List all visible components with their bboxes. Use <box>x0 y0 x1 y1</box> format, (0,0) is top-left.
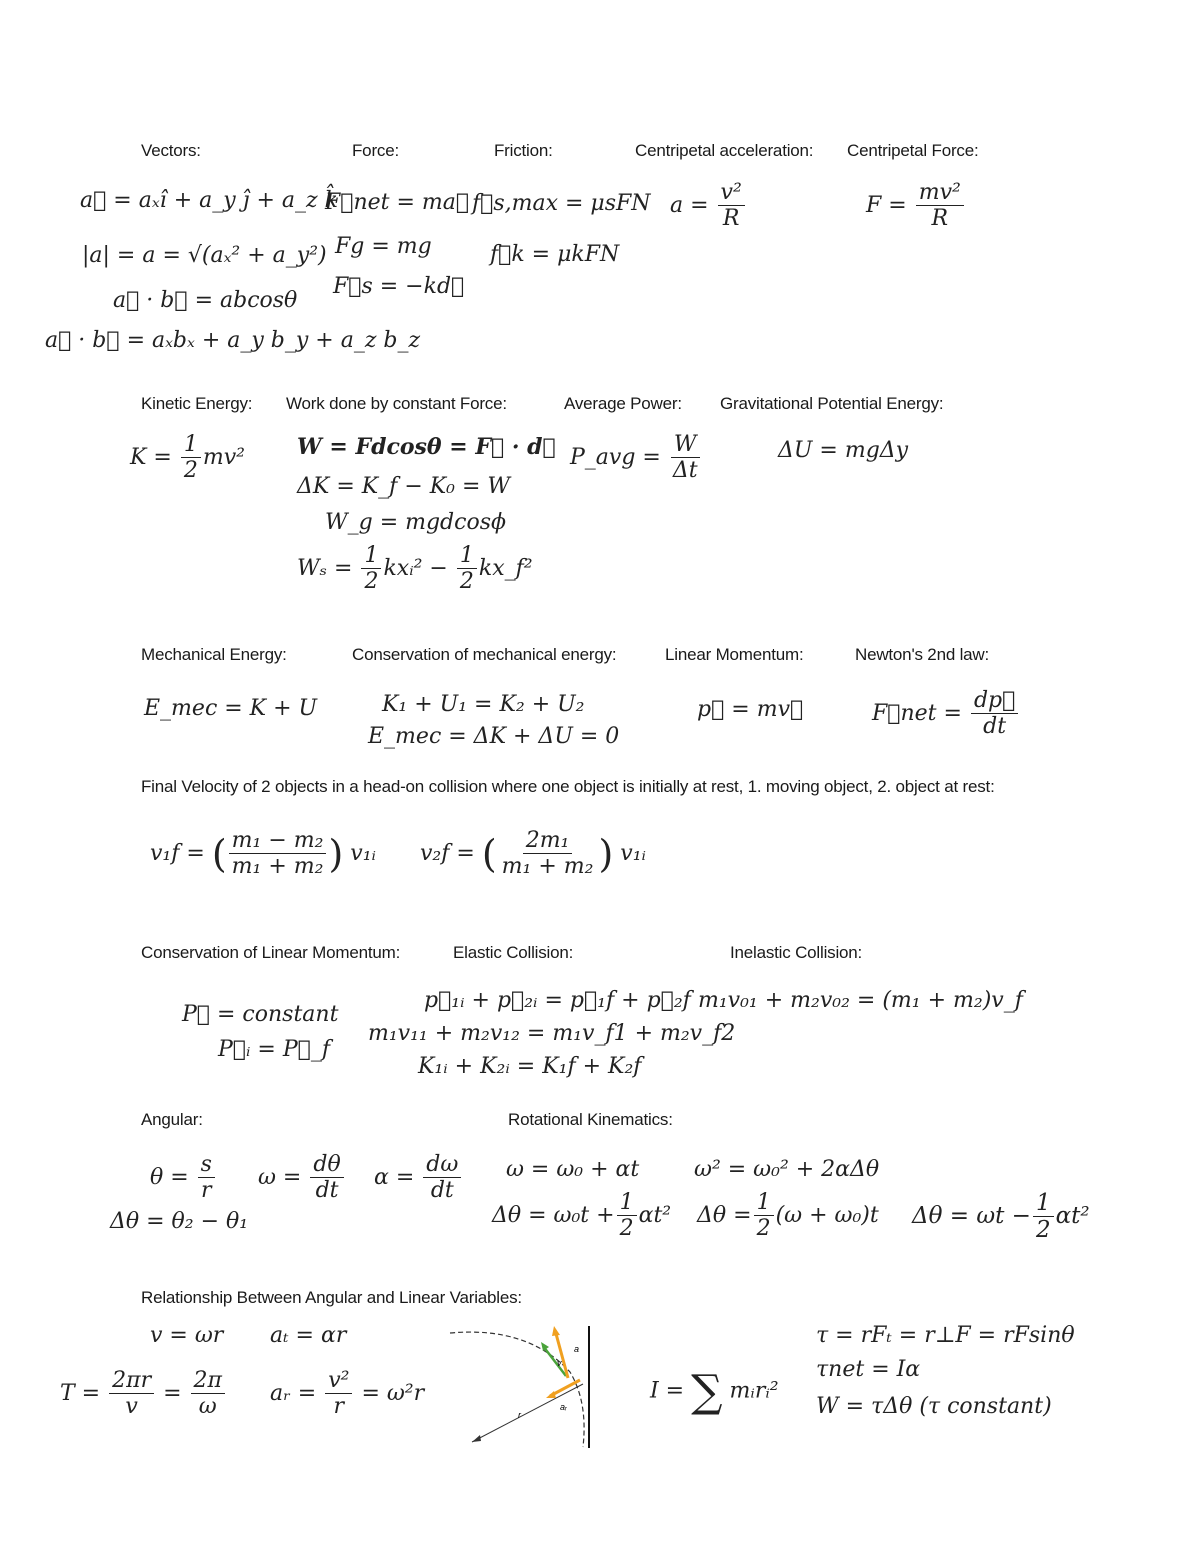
work-heading: Work done by constant Force: <box>286 394 507 413</box>
rot-kin-heading: Rotational Kinematics: <box>508 1110 673 1129</box>
radius-arrowhead <box>472 1435 481 1442</box>
delta-theta-eq: Δθ = θ₂ − θ₁ <box>110 1209 249 1234</box>
elastic-mass-velocity-eq: m₁v₁₁ + m₂v₁₂ = m₁v_f1 + m₂v_f2 <box>368 1021 736 1046</box>
rot-kin-eq-3: Δθ = ω₀t + $\frac{1}{2}$ αt² <box>492 1190 672 1242</box>
cons-mech-eq-1: K₁ + U₁ = K₂ + U₂ <box>382 692 585 717</box>
v-label: v <box>557 1358 562 1368</box>
rot-kin-eq-5: Δθ = ωt − $\frac{1}{2}$ αt² <box>912 1190 1090 1244</box>
relation-heading: Relationship Between Angular and Linear Variables: <box>141 1288 522 1307</box>
avg-power-eq: P_avg = $\frac{W}{\Delta t}$ <box>570 432 698 484</box>
power-heading: Average Power: <box>564 394 682 413</box>
rot-kin-eq-4: Δθ = $\frac{1}{2}$ (ω + ω₀)t <box>697 1190 879 1242</box>
centripetal-force-heading: Centripetal Force: <box>847 141 979 160</box>
kinetic-friction-eq: f⃗k = μkFN <box>490 242 620 267</box>
gpe-eq: ΔU = mgΔy <box>778 438 909 463</box>
centripetal-acc-heading: Centripetal acceleration: <box>635 141 814 160</box>
spring-work-eq: Wₛ = $\frac{1}{2}$ kxᵢ² − $\frac{1}{2}$ kx_f² <box>297 543 533 595</box>
moment-of-inertia-eq: I = ∑ mᵢrᵢ² <box>650 1366 779 1417</box>
omega-eq: ω = $\frac{d\theta}{dt}$ <box>258 1152 346 1204</box>
net-force-eq: F⃗net = ma⃗ <box>325 190 470 215</box>
collision-heading: Final Velocity of 2 objects in a head-on collision where one object is initially at rest, 1. moving object, 2. object at rest: <box>141 777 995 796</box>
momentum-eq: p⃗ = mv⃗ <box>697 697 804 722</box>
net-torque-eq: τnet = Iα <box>816 1357 921 1382</box>
theta-eq: θ = $\frac{s}{r}$ <box>150 1152 217 1204</box>
mech-energy-eq: E_mec = K + U <box>144 696 318 721</box>
at-alpha-r-eq: aₜ = αr <box>270 1323 347 1348</box>
vectors-heading: Vectors: <box>141 141 201 160</box>
rot-kin-eq-2: ω² = ω₀² + 2αΔθ <box>694 1157 880 1182</box>
gravity-work-eq: W_g = mgdcosϕ <box>325 510 506 535</box>
radial-acc-eq: aᵣ = $\frac{\text{v²}}{r}$ = ω²r <box>270 1368 425 1420</box>
centripetal-force-eq: F = $\frac{\text{mv²}}{R}$ <box>866 180 966 232</box>
momentum-constant-eq: P⃗ = constant <box>182 1002 339 1027</box>
dot-product-eq: a⃗ · b⃗ = abcosθ <box>113 288 298 313</box>
centripetal-acc-eq: a = $\frac{\text{v²}}{R}$ <box>670 180 747 232</box>
v-omega-r-eq: v = ωr <box>150 1323 224 1348</box>
momentum-heading: Linear Momentum: <box>665 645 804 664</box>
work-energy-eq: ΔK = K_f − K₀ = W <box>297 474 511 499</box>
angular-heading: Angular: <box>141 1110 203 1129</box>
gravity-force-eq: Fg = mg <box>335 234 432 259</box>
v2f-eq: v₂f = ( $\frac{\text{2m₁}}{\text{m₁ + m₂}}$ ) v₁ᵢ <box>420 828 646 880</box>
gpe-heading: Gravitational Potential Energy: <box>720 394 944 413</box>
static-friction-eq: f⃗s,max = μsFN <box>472 191 651 216</box>
friction-heading: Friction: <box>494 141 553 160</box>
newton2-eq: F⃗net = $\frac{dp⃗}{dt}$ <box>872 688 1020 740</box>
a-label: a <box>574 1344 580 1354</box>
vector-magnitude-eq: |a| = a = √(aₓ² + a_y²) <box>82 243 327 268</box>
elastic-heading: Elastic Collision: <box>453 943 574 962</box>
radius-line <box>472 1384 583 1442</box>
newton2-heading: Newton's 2nd law: <box>855 645 990 664</box>
inelastic-eq: m₁v₀₁ + m₂v₀₂ = (m₁ + m₂)v_f <box>698 988 1023 1013</box>
velocity-arrowhead <box>541 1342 549 1351</box>
v1f-eq: v₁f = ( $\frac{\text{m₁ − m₂}}{\text{m₁ + m₂}}$ ) v₁ᵢ <box>150 828 376 880</box>
acceleration-arrowhead <box>552 1326 560 1336</box>
cons-momentum-heading: Conservation of Linear Momentum: <box>141 943 401 962</box>
cons-mech-heading: Conservation of mechanical energy: <box>352 645 617 664</box>
momentum-initial-final-eq: P⃗ᵢ = P⃗_f <box>218 1037 330 1062</box>
kinetic-energy-eq: K = $\frac{1}{2}$ mv² <box>130 432 245 484</box>
elastic-kinetic-eq: K₁ᵢ + K₂ᵢ = K₁f + K₂f <box>418 1054 642 1079</box>
kinetic-energy-heading: Kinetic Energy: <box>141 394 253 413</box>
circular-motion-diagram <box>448 1322 598 1452</box>
torque-eq: τ = rFₜ = r⊥F = rFsinθ <box>816 1323 1075 1348</box>
rotational-work-eq: W = τΔθ (τ constant) <box>816 1394 1052 1419</box>
inelastic-heading: Inelastic Collision: <box>730 943 863 962</box>
period-eq: T = $\frac{2\pi r}{v}$ = $\frac{2\pi}{\omega}$ <box>60 1368 227 1420</box>
rot-kin-eq-1: ω = ω₀ + αt <box>506 1157 640 1182</box>
mech-energy-heading: Mechanical Energy: <box>141 645 287 664</box>
spring-force-eq: F⃗s = −kd⃗ <box>333 274 465 299</box>
r-label: r <box>518 1410 521 1420</box>
cons-mech-eq-2: E_mec = ΔK + ΔU = 0 <box>368 724 620 749</box>
vector-components-eq: a⃗ = aₓî + a_y ĵ + a_z k̂ <box>80 188 338 213</box>
force-heading: Force: <box>352 141 399 160</box>
ar-label: aᵣ <box>560 1402 567 1412</box>
elastic-momentum-eq: p⃗₁ᵢ + p⃗₂ᵢ = p⃗₁f + p⃗₂f <box>424 988 691 1013</box>
work-def-eq: W = Fdcosθ = F⃗ · d⃗ <box>297 434 556 460</box>
dot-product-components-eq: a⃗ · b⃗ = aₓbₓ + a_y b_y + a_z b_z <box>45 328 421 353</box>
alpha-eq: α = $\frac{d\omega}{dt}$ <box>374 1152 463 1204</box>
